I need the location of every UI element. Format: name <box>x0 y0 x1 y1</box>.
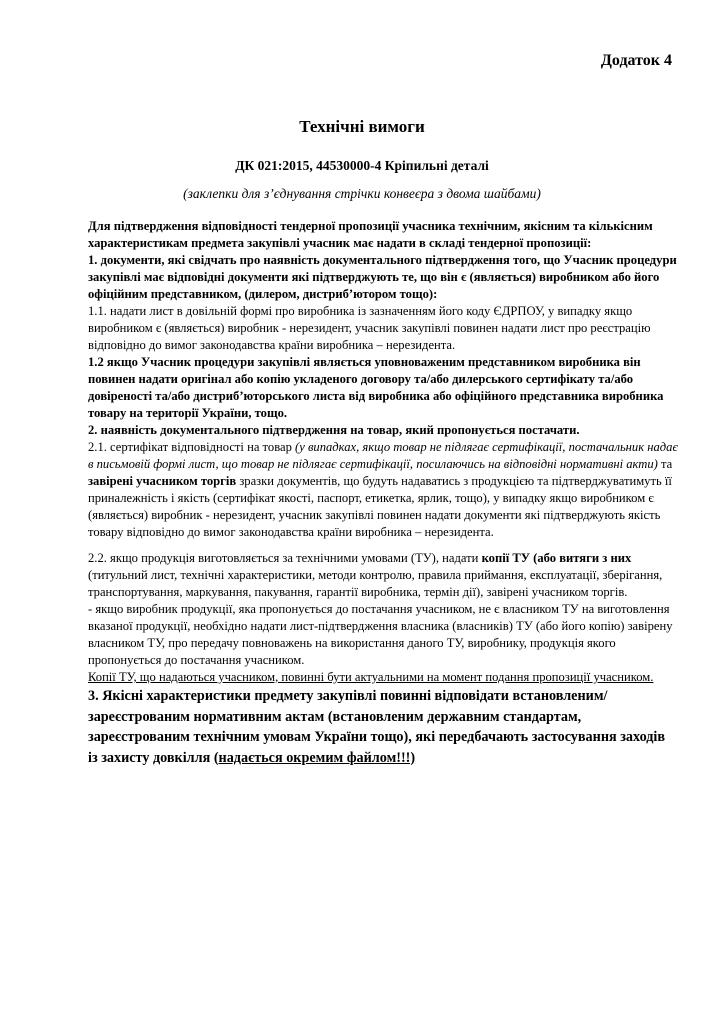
section-2-1-mid: та <box>657 457 673 471</box>
section-2-1-bold: завірені учасником торгів <box>88 474 237 488</box>
section-2-1-start: 2.1. сертифікат відповідності на товар <box>88 440 296 454</box>
section-3-text: 3. Якісні характеристики предмету закупівлі повинні відповідати встановленим/зареєстрованим нормативним актам (встановленим державним стандартам, зареєстрованим технічним умовам України тощо), які передбачають застосування заходів із захисту довкілля <box>88 688 666 766</box>
section-1-2: 1.2 якщо Учасник процедури закупівлі являється уповноваженим представником виробника він повинен надати оригінал або копію укладеного договору та/або дилерського сертифікату та/або довіреності та/або дистриб’юторського листа від виробника або офіційного представника виробника товару на території України, тощо. <box>88 355 664 420</box>
item-description-note: (заклепки для з’єднування стрічки конвеєра з двома шайбами) <box>183 186 541 201</box>
section-1-heading: 1. документи, які свідчать про наявність документального підтвердження того, що Учасник процедури закупівлі має відповідні документи які підтверджують те, що він є (являється) виробником або його офіційним представником, (дилером, дистриб’ютором тощо): <box>88 253 677 301</box>
section-2-2-bold: копії ТУ (або витяги з них <box>481 551 632 565</box>
paragraph-gap <box>88 541 678 550</box>
section-2-1-italic: (у випадках, якщо товар не підлягає сертифікації, постачальник надає в письмовій формі лист, що товар не підлягає сертифікації, посилаючись на відповідні нормативні акти) <box>88 440 678 471</box>
section-2-2-end: (титульний лист, технічні характеристики, методи контролю, правила приймання, експлуатації, зберігання, транспортування, маркування, пакування, гарантії виробника, термін дії), завірені учасником торгів. <box>88 568 663 599</box>
section-2-1-end: зразки документів, що будуть надаватись з продукцією та підтверджуватимуть її приналежність і якість (сертифікат якості, паспорт, етикетка, ярлик, тощо), у випадку якщо виробником є (являється) виробник - нерезидент, учасник закупівлі повинен надати документи які підтверджують якість товару відповідно до вимог законодавства країни виробника – нерезидента. <box>88 474 672 539</box>
section-2-2-start: 2.2. якщо продукція виготовляється за технічними умовами (ТУ), надати <box>88 551 482 565</box>
section-2-2-dash: - якщо виробник продукції, яка пропонується до постачання учасником, не є власником ТУ на виготовлення вказаної продукції, необхідно надати лист-підтвердження власника (власників) ТУ (або його копію) завірену власником ТУ, про передачу повноважень на використання даного ТУ, виробнику, продукція якого пропонується до постачання учасником. <box>88 602 673 667</box>
section-2-2 <box>88 550 678 601</box>
addendum-label: Додаток 4 <box>600 52 672 69</box>
classification-code: ДК 021:2015, 44530000-4 Кріпильні деталі <box>235 158 489 173</box>
document-title: Технічні вимоги <box>299 117 425 136</box>
section-3 <box>88 686 678 768</box>
section-1-1: 1.1. надати лист в довільній формі про виробника із зазначенням його коду ЄДРПОУ, у випадку якщо виробником є (являється) виробник - нерезидент, учасник закупівлі повинен надати лист про реєстрацію відповідно до вимог законодавства країни виробника – нерезидента. <box>88 304 651 352</box>
intro-paragraph: Для підтвердження відповідності тендерної пропозиції учасника технічним, якісним та кількісним характеристикам предмета закупівлі учасник має надати в складі тендерної пропозиції: <box>88 219 653 250</box>
section-2-heading: 2. наявність документального підтвердження на товар, який пропонується постачати. <box>88 423 580 437</box>
section-3-underline: (надається окремим файлом!!!) <box>213 749 416 766</box>
section-2-2-underline: Копії ТУ, що надаються учасником, повинні бути актуальними на момент подання пропозиції учасником. <box>88 670 654 684</box>
section-2-1 <box>88 439 678 541</box>
requirements-body <box>88 218 678 768</box>
